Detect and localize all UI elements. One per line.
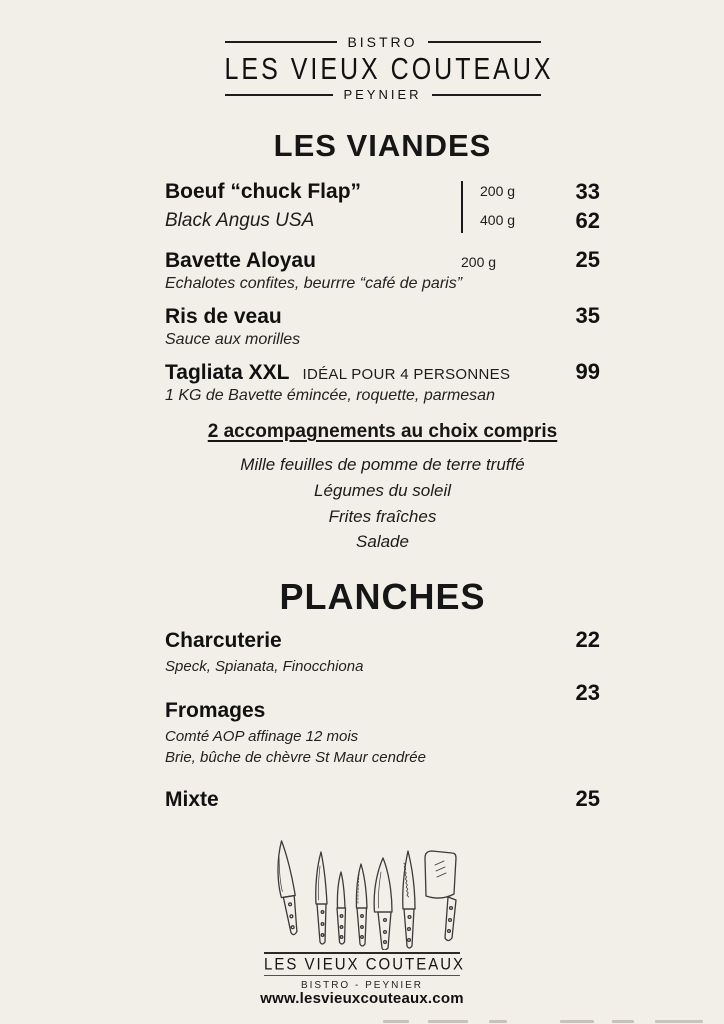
item-weight: 200 g (480, 183, 516, 199)
item-price: 35 (575, 303, 600, 328)
header-wordmark: LES VIEUX COUTEAUX (224, 52, 554, 87)
menu-item-charcuterie (165, 625, 600, 677)
item-name: Charcuterie (165, 629, 282, 652)
item-price: 25 (575, 247, 600, 272)
item-price: 99 (575, 359, 600, 384)
footer-logo (0, 838, 724, 991)
item-name: Boeuf “chuck Flap” (165, 180, 362, 203)
viandes-items (165, 177, 600, 406)
item-name: Ris de veau (165, 305, 282, 328)
divider-line (432, 94, 541, 96)
header-logo (165, 34, 600, 102)
item-desc: Black Angus USA (165, 210, 315, 231)
menu-item-ris-de-veau (165, 303, 600, 350)
item-desc: Brie, bûche de chèvre St Maur cendrée (165, 749, 426, 766)
item-name: Fromages (165, 699, 266, 722)
section-title-planches: PLANCHES (279, 576, 486, 617)
planches-items (165, 625, 600, 815)
divider-line (428, 41, 541, 43)
item-note: IDÉAL POUR 4 PERSONNES (302, 366, 511, 383)
accompagnements-title: 2 accompagnements au choix compris (207, 421, 558, 442)
header-bistro-label: BISTRO (347, 34, 418, 50)
item-desc: Echalotes confites, beurrre “café de paris” (165, 275, 463, 292)
footer-wordmark (264, 952, 466, 991)
item-name: Tagliata XXL (165, 361, 290, 384)
accompagnement-option: Légumes du soleil (313, 480, 452, 500)
item-price: 33 (575, 179, 600, 204)
section-title-viandes: LES VIANDES (273, 128, 492, 163)
item-weight: 400 g (480, 212, 516, 228)
accompagnement-option: Salade (356, 532, 409, 552)
menu-item-bavette-aloyau (165, 247, 600, 294)
menu-item-fromages (165, 680, 600, 768)
footer-wordmark-subtitle: BISTRO - PEYNIER (300, 979, 423, 991)
item-price: 22 (575, 627, 600, 652)
item-name: Mixte (165, 788, 219, 811)
header-peynier-label: PEYNIER (343, 87, 422, 102)
divider-line (225, 94, 334, 96)
item-name: Bavette Aloyau (165, 249, 316, 272)
cutoff-text-fragment (0, 1020, 724, 1024)
accompagnements-block (165, 421, 600, 555)
item-price: 62 (575, 208, 600, 233)
menu-item-boeuf-chuck-flap (165, 177, 600, 235)
item-price: 23 (575, 680, 600, 705)
footer-wordmark-title: LES VIEUX COUTEAUX (264, 954, 466, 974)
knives-illustration-icon (269, 838, 461, 950)
item-price: 25 (575, 786, 600, 811)
website-url[interactable]: www.lesvieuxcouteaux.com (260, 990, 464, 1007)
item-desc: 1 KG de Bavette émincée, roquette, parmesan (165, 387, 495, 404)
menu-item-tagliata-xxl (165, 359, 600, 406)
item-weight: 200 g (461, 254, 497, 270)
accompagnement-option: Frites fraîches (328, 506, 437, 526)
item-desc: Sauce aux morilles (165, 331, 301, 348)
menu-item-mixte (165, 784, 600, 815)
item-desc: Comté AOP affinage 12 mois (165, 728, 359, 745)
divider-line (225, 41, 338, 43)
item-desc: Speck, Spianata, Finocchiona (165, 658, 364, 675)
accompagnement-option: Mille feuilles de pomme de terre truffé (240, 455, 525, 474)
